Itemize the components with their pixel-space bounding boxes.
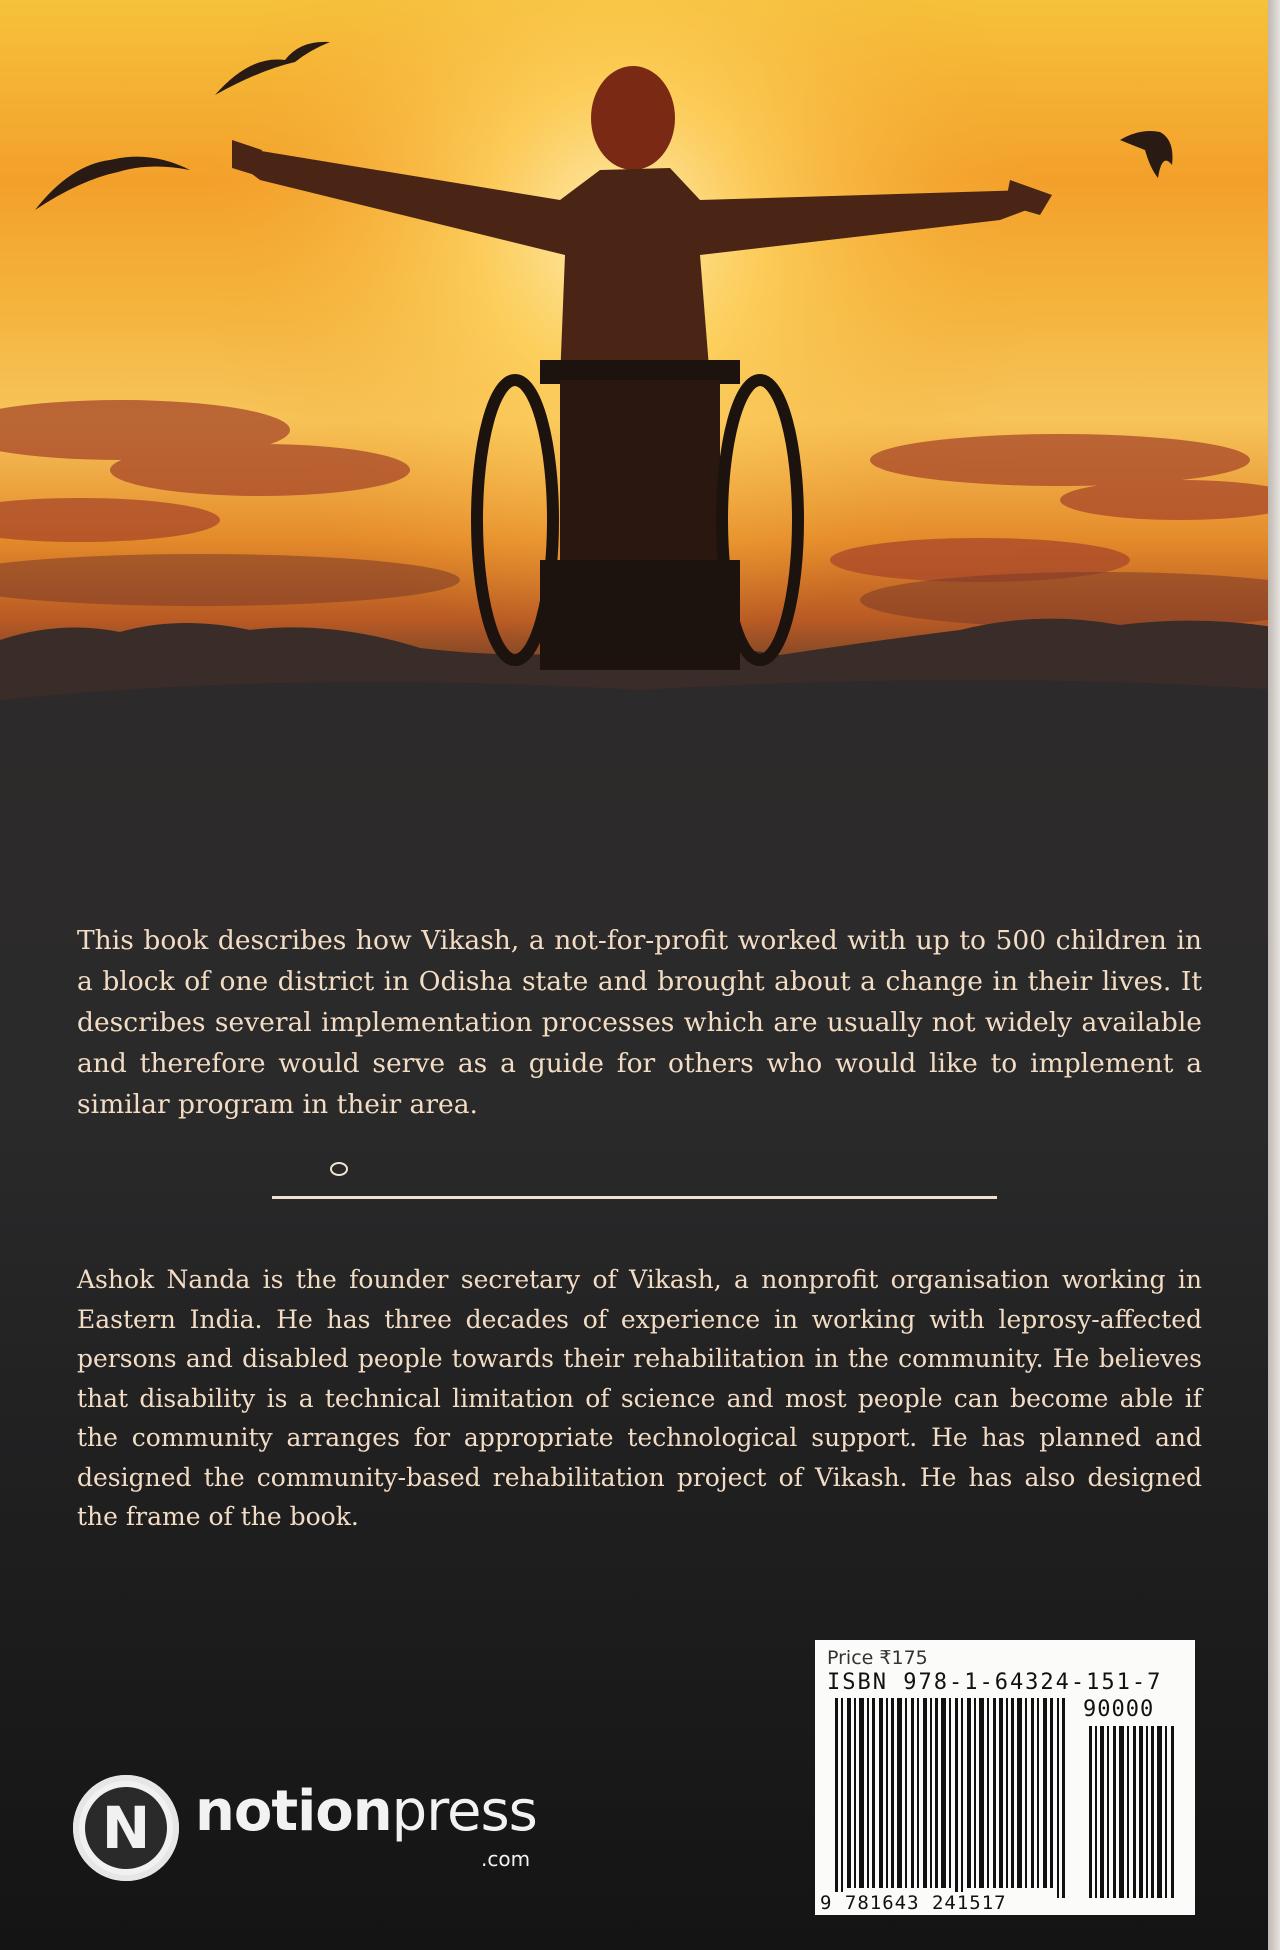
- logo-letter: N: [101, 1794, 151, 1862]
- price-label: Price ₹175: [827, 1647, 928, 1669]
- publisher-domain: .com: [481, 1847, 531, 1871]
- cover-illustration: [0, 0, 1280, 960]
- addon-code: 90000: [1083, 1697, 1155, 1722]
- divider-ornament: [330, 1162, 348, 1176]
- publisher-name-bold: notion: [195, 1779, 392, 1844]
- publisher-name-light: press: [391, 1779, 537, 1844]
- section-divider: [272, 1196, 997, 1199]
- page-edge: [1268, 0, 1280, 1950]
- ean-number: 9 781643 241517: [820, 1892, 1007, 1914]
- publisher-name: [195, 1779, 537, 1844]
- author-bio: Ashok Nanda is the founder secretary of Vikash, a nonprofit organisation working in Eastern India. He has three decades of experience in working with leprosy-affected persons and disabled people towards their rehabilitation in the community. He believes that disability is a technical limitation of science and most people can become able if the community arranges for appropriate technological support. He has planned and designed the community-based rehabilitation project of Vikash. He has also designed the frame of the book.: [77, 1265, 1202, 1531]
- barcode-label: [815, 1640, 1195, 1915]
- barcode-bars: [827, 1698, 1187, 1898]
- book-blurb: This book describes how Vikash, a not-for-profit worked with up to 500 children in a block of one district in Odisha state and brought about a change in their lives. It describes several implementation processes which are usually not widely available and therefore would serve as a guide for others who would like to implement a similar program in their area.: [77, 925, 1202, 1120]
- notionpress-logo-icon: [73, 1775, 179, 1881]
- isbn-label: ISBN 978-1-64324-151-7: [827, 1670, 1163, 1695]
